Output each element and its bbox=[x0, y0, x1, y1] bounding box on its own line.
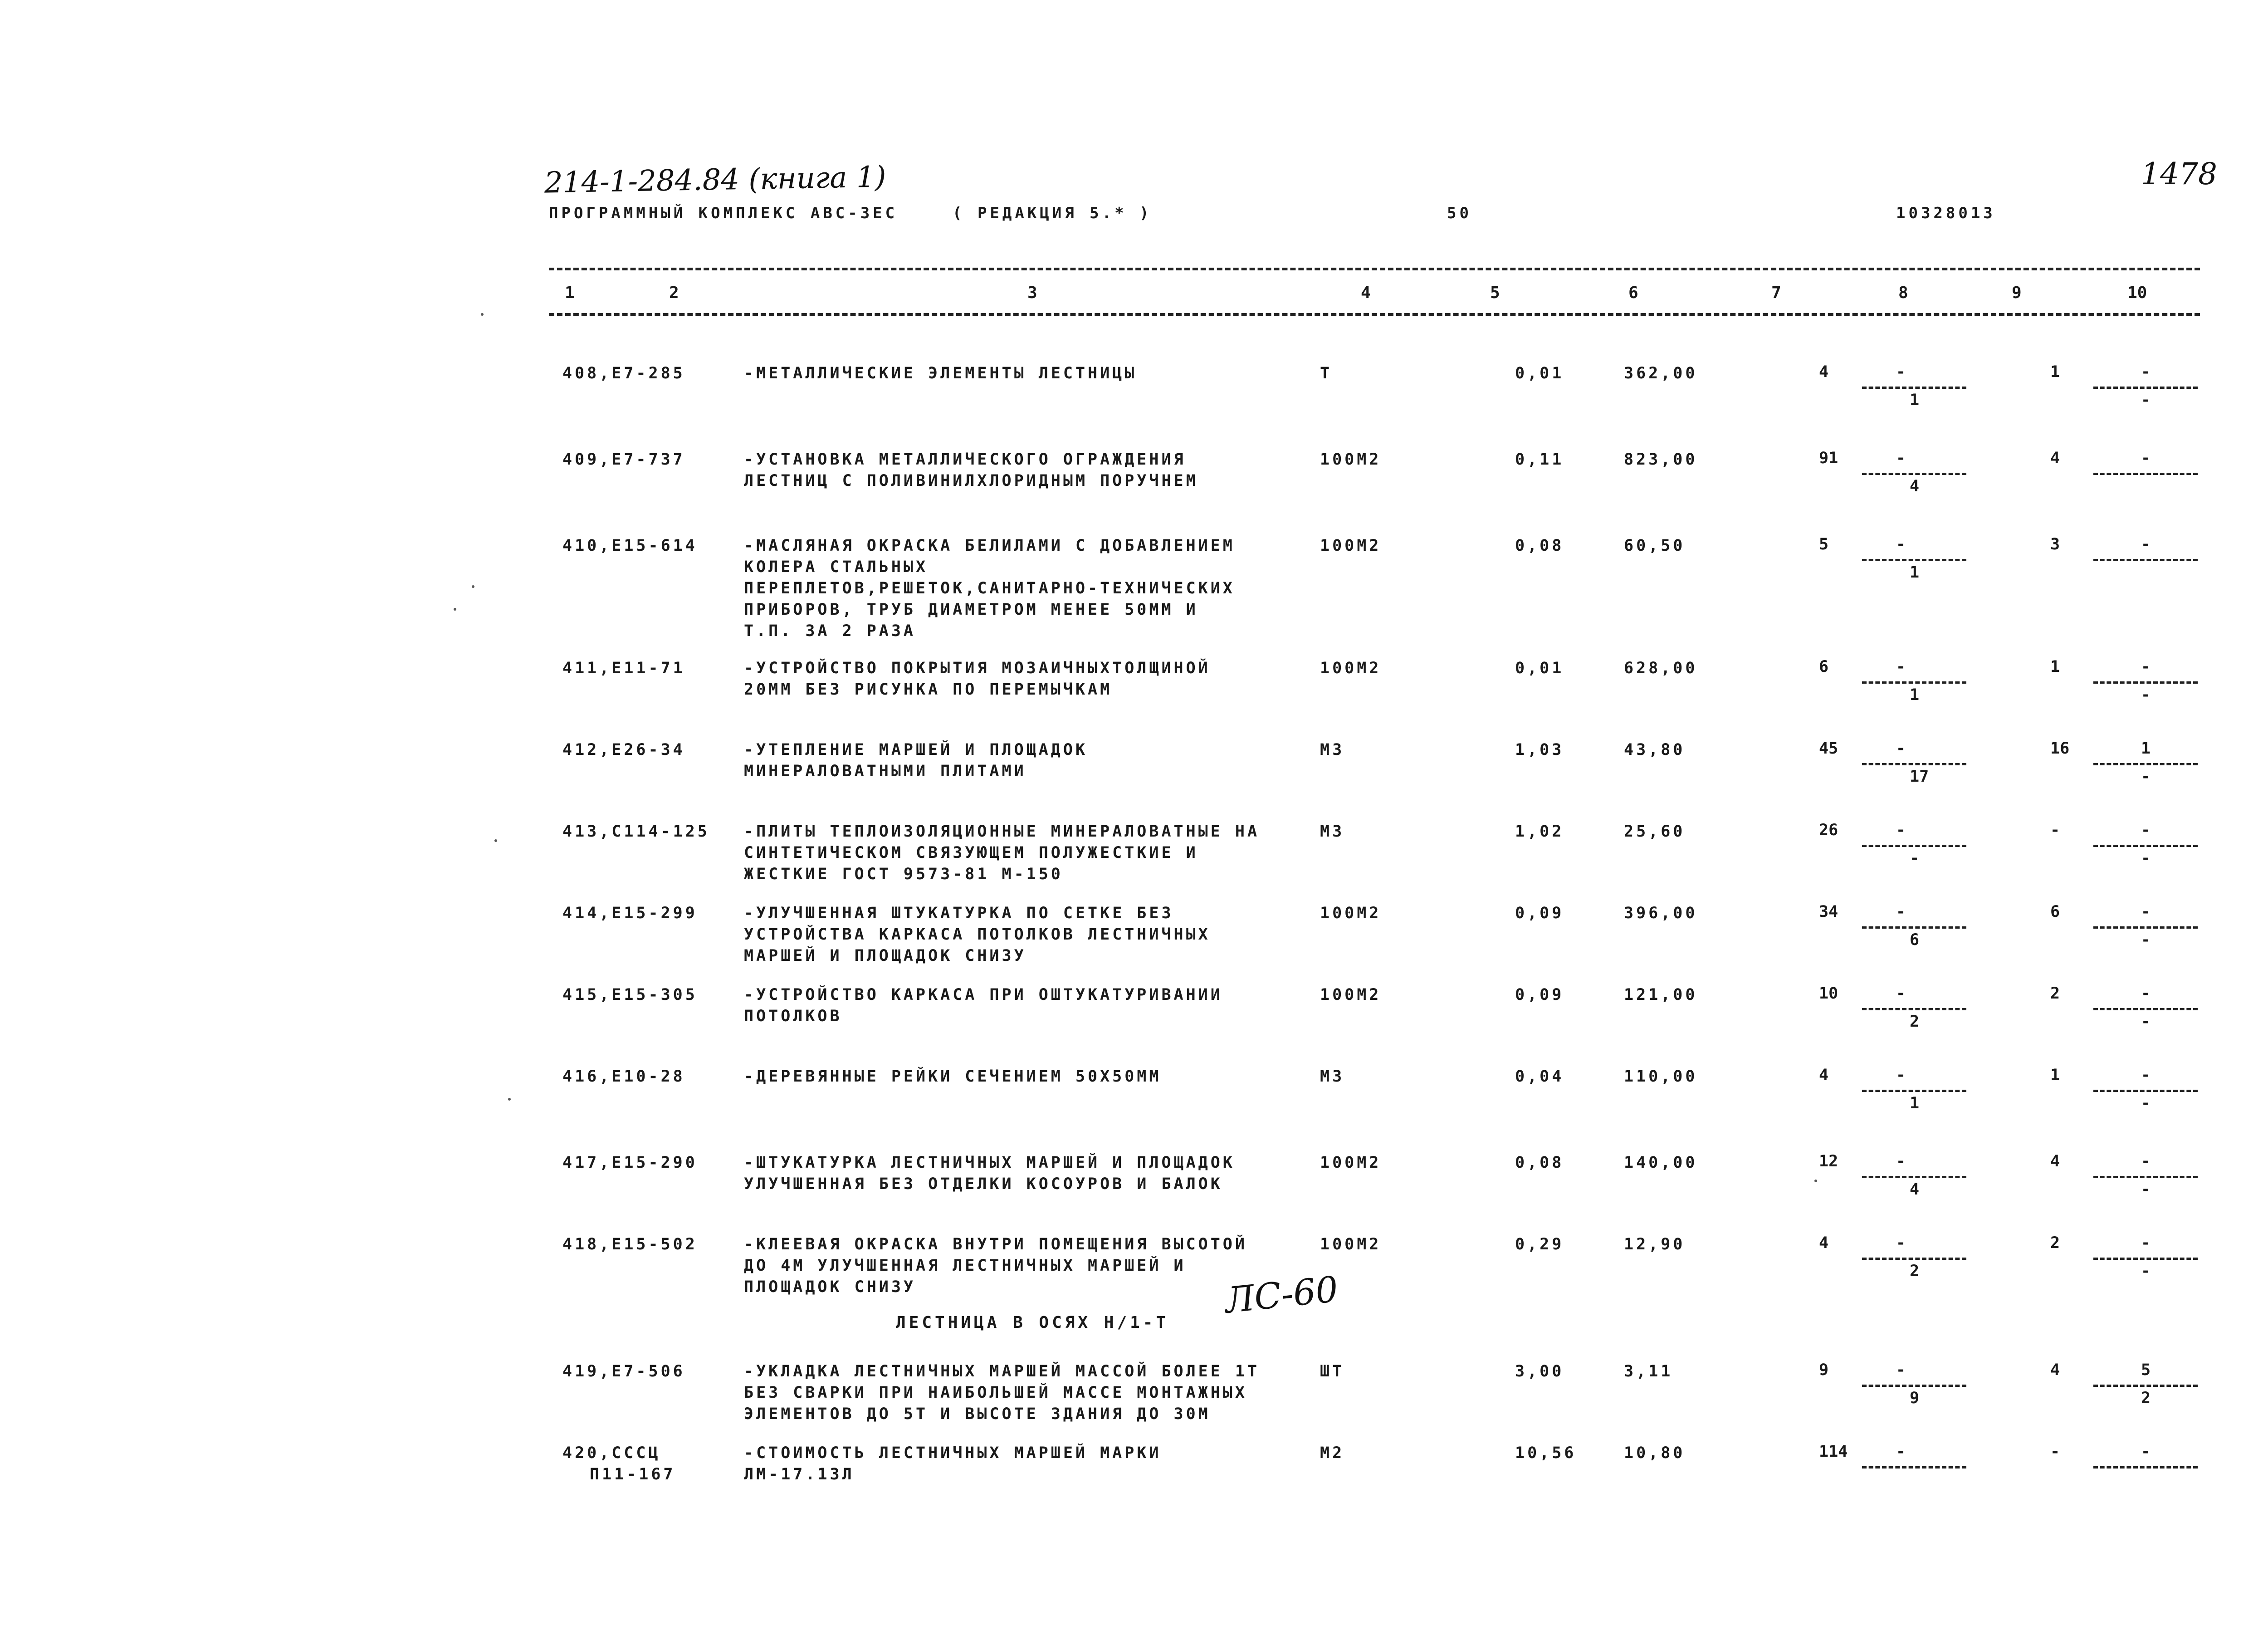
quantity: 10,56 bbox=[1515, 1444, 1577, 1462]
column-8-denominator: 6 bbox=[1910, 931, 1920, 949]
position-code: 419,Е7-506 bbox=[562, 1362, 685, 1380]
column-8-numerator: - bbox=[1896, 658, 1906, 676]
unit: М3 bbox=[1320, 822, 1345, 841]
column-10-value bbox=[2050, 535, 2159, 585]
fraction-bar bbox=[2093, 681, 2198, 684]
column-8-numerator: - bbox=[1896, 449, 1906, 467]
unit: 100М2 bbox=[1320, 450, 1382, 469]
unit-price: 3,11 bbox=[1624, 1362, 1673, 1380]
quantity: 1,03 bbox=[1515, 741, 1564, 759]
column-10-denominator: - bbox=[2141, 768, 2151, 786]
unit: 100М2 bbox=[1320, 904, 1382, 922]
column-10-total: - bbox=[2050, 821, 2060, 839]
column-10-value bbox=[2050, 1443, 2159, 1493]
column-8-numerator: - bbox=[1896, 363, 1906, 381]
scan-speck bbox=[481, 313, 484, 316]
column-8-denominator: - bbox=[1910, 849, 1920, 867]
column-10-total: 3 bbox=[2050, 535, 2060, 553]
quantity: 3,00 bbox=[1515, 1362, 1564, 1380]
column-header: 9 bbox=[2012, 284, 2022, 302]
fraction-bar bbox=[2093, 1466, 2198, 1468]
unit-price: 110,00 bbox=[1624, 1067, 1698, 1086]
column-10-numerator: - bbox=[2141, 1066, 2151, 1084]
position-code: 415,Е15-305 bbox=[562, 986, 698, 1004]
quantity: 0,04 bbox=[1515, 1067, 1564, 1086]
fraction-bar bbox=[1862, 1176, 1966, 1178]
quantity: 0,08 bbox=[1515, 537, 1564, 555]
scan-speck bbox=[472, 585, 474, 588]
fraction-bar bbox=[1862, 681, 1966, 684]
unit: М3 bbox=[1320, 1067, 1345, 1086]
column-10-denominator: - bbox=[2141, 686, 2151, 704]
position-code: 412,Е26-34 bbox=[562, 741, 685, 759]
work-description: -ПЛИТЫ ТЕПЛОИЗОЛЯЦИОННЫЕ МИНЕРАЛОВАТНЫЕ НА СИНТЕТИЧЕСКОМ СВЯЗУЮЩЕМ ПОЛУЖЕСТКИЕ И ЖЕСТКИЕ ГОСТ 9573-81 М-150 bbox=[744, 822, 1260, 883]
work-description: -УЛУЧШЕННАЯ ШТУКАТУРКА ПО СЕТКЕ БЕЗ УСТРОЙСТВА КАРКАСА ПОТОЛКОВ ЛЕСТНИЧНЫХ МАРШЕЙ И ПЛОЩАДОК СНИЗУ bbox=[744, 904, 1211, 965]
fraction-bar bbox=[2093, 1008, 2198, 1010]
column-8-total: 12 bbox=[1819, 1152, 1838, 1170]
fraction-bar bbox=[1862, 559, 1966, 561]
column-10-denominator: - bbox=[2141, 1013, 2151, 1031]
position-code: 410,Е15-614 bbox=[562, 537, 698, 555]
column-8-value bbox=[1819, 363, 1928, 413]
column-8-value bbox=[1819, 1152, 1928, 1202]
quantity: 0,08 bbox=[1515, 1154, 1564, 1172]
column-10-value bbox=[2050, 449, 2159, 499]
unit: 100М2 bbox=[1320, 659, 1382, 677]
unit-price: 362,00 bbox=[1624, 364, 1698, 382]
column-8-denominator: 2 bbox=[1910, 1013, 1920, 1031]
position-code: 418,Е15-502 bbox=[562, 1235, 698, 1253]
header-rule-bottom bbox=[549, 313, 2200, 316]
unit: Т bbox=[1320, 364, 1333, 382]
column-10-total: 4 bbox=[2050, 449, 2060, 467]
column-10-numerator: 1 bbox=[2141, 739, 2151, 758]
unit-price: 823,00 bbox=[1624, 450, 1698, 469]
unit-price: 43,80 bbox=[1624, 741, 1686, 759]
column-10-numerator: - bbox=[2141, 1152, 2151, 1170]
work-description: -УТЕПЛЕНИЕ МАРШЕЙ И ПЛОЩАДОК МИНЕРАЛОВАТНЫМИ ПЛИТАМИ bbox=[744, 741, 1088, 780]
fraction-bar bbox=[2093, 1385, 2198, 1387]
column-10-denominator: - bbox=[2141, 849, 2151, 867]
column-8-denominator: 1 bbox=[1910, 686, 1920, 704]
unit-price: 628,00 bbox=[1624, 659, 1698, 677]
column-10-numerator: - bbox=[2141, 449, 2151, 467]
column-8-numerator: - bbox=[1896, 1443, 1906, 1461]
position-code: 408,Е7-285 bbox=[562, 364, 685, 382]
column-header: 6 bbox=[1628, 284, 1638, 302]
column-8-value bbox=[1819, 658, 1928, 708]
column-10-value bbox=[2050, 1361, 2159, 1411]
position-code: 409,Е7-737 bbox=[562, 450, 685, 469]
unit-price: 25,60 bbox=[1624, 822, 1686, 841]
quantity: 0,01 bbox=[1515, 659, 1564, 677]
column-8-denominator: 1 bbox=[1910, 391, 1920, 409]
position-code: 413,С114-125 bbox=[562, 822, 710, 841]
column-8-value bbox=[1819, 449, 1928, 499]
column-10-denominator: - bbox=[2141, 931, 2151, 949]
handwritten-reference: 214-1-284.84 (книга 1) bbox=[544, 160, 887, 200]
fraction-bar bbox=[2093, 1090, 2198, 1092]
quantity: 0,01 bbox=[1515, 364, 1564, 382]
column-8-value bbox=[1819, 1443, 1928, 1493]
fraction-bar bbox=[1862, 1466, 1966, 1468]
column-8-numerator: - bbox=[1896, 1234, 1906, 1252]
quantity: 0,09 bbox=[1515, 986, 1564, 1004]
column-8-denominator: 4 bbox=[1910, 1180, 1920, 1199]
fraction-bar bbox=[2093, 926, 2198, 929]
column-8-value bbox=[1819, 1361, 1928, 1411]
fraction-bar bbox=[1862, 926, 1966, 929]
column-header: 10 bbox=[2127, 284, 2147, 302]
column-8-total: 10 bbox=[1819, 984, 1838, 1003]
scan-speck bbox=[508, 1098, 511, 1101]
column-10-numerator: - bbox=[2141, 984, 2151, 1003]
position-code: 414,Е15-299 bbox=[562, 904, 698, 922]
column-8-value bbox=[1819, 984, 1928, 1034]
column-10-denominator: 2 bbox=[2141, 1389, 2151, 1407]
column-10-total: 6 bbox=[2050, 903, 2060, 921]
work-description: -МАСЛЯНАЯ ОКРАСКА БЕЛИЛАМИ С ДОБАВЛЕНИЕМ КОЛЕРА СТАЛЬНЫХ ПЕРЕПЛЕТОВ,РЕШЕТОК,САНИТАРНО-ТЕХНИЧЕСКИХ ПРИБОРОВ, ТРУБ ДИАМЕТРОМ МЕНЕЕ 50ММ И Т.П. ЗА 2 РАЗА bbox=[744, 537, 1235, 640]
column-10-denominator: - bbox=[2141, 1180, 2151, 1199]
column-8-denominator: 1 bbox=[1910, 563, 1920, 582]
column-10-value bbox=[2050, 1234, 2159, 1284]
position-code: 416,Е10-28 bbox=[562, 1067, 685, 1086]
work-description: -МЕТАЛЛИЧЕСКИЕ ЭЛЕМЕНТЫ ЛЕСТНИЦЫ bbox=[744, 364, 1137, 382]
column-8-total: 6 bbox=[1819, 658, 1829, 676]
unit: М3 bbox=[1320, 741, 1345, 759]
work-description: -ДЕРЕВЯННЫЕ РЕЙКИ СЕЧЕНИЕМ 50Х50ММ bbox=[744, 1067, 1162, 1086]
column-header: 4 bbox=[1361, 284, 1371, 302]
column-10-total: 1 bbox=[2050, 363, 2060, 381]
column-8-value bbox=[1819, 739, 1928, 789]
quantity: 0,09 bbox=[1515, 904, 1564, 922]
column-8-total: 4 bbox=[1819, 1234, 1829, 1252]
fraction-bar bbox=[1862, 763, 1966, 765]
position-code: 417,Е15-290 bbox=[562, 1154, 698, 1172]
column-8-denominator: 2 bbox=[1910, 1262, 1920, 1280]
work-description: -УСТАНОВКА МЕТАЛЛИЧЕСКОГО ОГРАЖДЕНИЯ ЛЕСТНИЦ С ПОЛИВИНИЛХЛОРИДНЫМ ПОРУЧНЕМ bbox=[744, 450, 1198, 490]
unit-price: 121,00 bbox=[1624, 986, 1698, 1004]
fraction-bar bbox=[2093, 473, 2198, 475]
work-description: -СТОИМОСТЬ ЛЕСТНИЧНЫХ МАРШЕЙ МАРКИ ЛМ-17.13Л bbox=[744, 1444, 1162, 1483]
quantity: 0,11 bbox=[1515, 450, 1564, 469]
column-8-value bbox=[1819, 1066, 1928, 1116]
column-10-value bbox=[2050, 1066, 2159, 1116]
column-10-numerator: - bbox=[2141, 535, 2151, 553]
work-description: -УКЛАДКА ЛЕСТНИЧНЫХ МАРШЕЙ МАССОЙ БОЛЕЕ 1Т БЕЗ СВАРКИ ПРИ НАИБОЛЬШЕЙ МАССЕ МОНТАЖНЫХ ЭЛЕМЕНТОВ ДО 5Т И ВЫСОТЕ ЗДАНИЯ ДО 30М bbox=[744, 1362, 1260, 1423]
column-header: 5 bbox=[1490, 284, 1500, 302]
scan-speck bbox=[494, 839, 497, 842]
column-10-numerator: - bbox=[2141, 363, 2151, 381]
column-8-value bbox=[1819, 1234, 1928, 1284]
fraction-bar bbox=[1862, 387, 1966, 389]
column-10-numerator: 5 bbox=[2141, 1361, 2151, 1379]
work-description: -КЛЕЕВАЯ ОКРАСКА ВНУТРИ ПОМЕЩЕНИЯ ВЫСОТОЙ ДО 4М УЛУЧШЕННАЯ ЛЕСТНИЧНЫХ МАРШЕЙ И ПЛОЩАДОК СНИЗУ bbox=[744, 1235, 1247, 1296]
column-header: 1 bbox=[565, 284, 575, 302]
position-code-line2: П11-167 bbox=[590, 1465, 676, 1483]
column-8-total: 9 bbox=[1819, 1361, 1829, 1379]
column-10-total: - bbox=[2050, 1443, 2060, 1461]
column-header: 3 bbox=[1027, 284, 1037, 302]
column-10-total: 4 bbox=[2050, 1152, 2060, 1170]
column-10-numerator: - bbox=[2141, 821, 2151, 839]
column-8-total: 4 bbox=[1819, 363, 1829, 381]
unit-price: 140,00 bbox=[1624, 1154, 1698, 1172]
fraction-bar bbox=[2093, 387, 2198, 389]
column-8-total: 4 bbox=[1819, 1066, 1829, 1084]
column-10-denominator: - bbox=[2141, 1262, 2151, 1280]
column-8-total: 45 bbox=[1819, 739, 1838, 758]
column-8-value bbox=[1819, 535, 1928, 585]
column-10-total: 4 bbox=[2050, 1361, 2060, 1379]
column-8-denominator: 17 bbox=[1910, 768, 1929, 786]
column-10-value bbox=[2050, 739, 2159, 789]
program-label: ПРОГРАММНЫЙ КОМПЛЕКС АВС-ЗЕС bbox=[549, 204, 898, 222]
column-10-value bbox=[2050, 903, 2159, 953]
header-rule-top bbox=[549, 268, 2200, 270]
column-8-numerator: - bbox=[1896, 1152, 1906, 1170]
column-8-total: 114 bbox=[1819, 1443, 1848, 1461]
column-10-total: 16 bbox=[2050, 739, 2070, 758]
fraction-bar bbox=[1862, 1258, 1966, 1260]
fraction-bar bbox=[1862, 845, 1966, 847]
unit: 100М2 bbox=[1320, 1235, 1382, 1253]
column-8-value bbox=[1819, 903, 1928, 953]
fraction-bar bbox=[2093, 763, 2198, 765]
scan-speck bbox=[1814, 1180, 1817, 1182]
work-description: -УСТРОЙСТВО КАРКАСА ПРИ ОШТУКАТУРИВАНИИ ПОТОЛКОВ bbox=[744, 986, 1223, 1025]
handwritten-note: ЛС-60 bbox=[1222, 1269, 1340, 1322]
work-description: -УСТРОЙСТВО ПОКРЫТИЯ МОЗАИЧНЫХТОЛЩИНОЙ 20ММ БЕЗ РИСУНКА ПО ПЕРЕМЫЧКАМ bbox=[744, 659, 1211, 699]
column-header: 2 bbox=[669, 284, 679, 302]
fraction-bar bbox=[2093, 1258, 2198, 1260]
column-10-numerator: - bbox=[2141, 1443, 2151, 1461]
fraction-bar bbox=[2093, 1176, 2198, 1178]
fraction-bar bbox=[1862, 473, 1966, 475]
column-8-value bbox=[1819, 821, 1928, 871]
column-8-total: 26 bbox=[1819, 821, 1838, 839]
column-10-numerator: - bbox=[2141, 903, 2151, 921]
column-8-denominator: 9 bbox=[1910, 1389, 1920, 1407]
column-10-total: 2 bbox=[2050, 1234, 2060, 1252]
column-8-numerator: - bbox=[1896, 903, 1906, 921]
column-8-numerator: - bbox=[1896, 984, 1906, 1003]
quantity: 1,02 bbox=[1515, 822, 1564, 841]
column-header: 7 bbox=[1771, 284, 1781, 302]
unit: М2 bbox=[1320, 1444, 1345, 1462]
section-title: ЛЕСТНИЦА В ОСЯХ Н/1-Т bbox=[896, 1313, 1169, 1332]
column-header: 8 bbox=[1898, 284, 1908, 302]
handwritten-page-number: 1478 bbox=[2141, 157, 2217, 191]
column-10-value bbox=[2050, 984, 2159, 1034]
edition-label: ( РЕДАКЦИЯ 5.* ) bbox=[953, 204, 1152, 222]
column-8-total: 91 bbox=[1819, 449, 1838, 467]
column-10-value bbox=[2050, 658, 2159, 708]
unit-price: 60,50 bbox=[1624, 537, 1686, 555]
quantity: 0,29 bbox=[1515, 1235, 1564, 1253]
scan-speck bbox=[454, 608, 456, 611]
column-10-value bbox=[2050, 821, 2159, 871]
unit: 100М2 bbox=[1320, 537, 1382, 555]
column-10-denominator: - bbox=[2141, 391, 2151, 409]
fraction-bar bbox=[2093, 845, 2198, 847]
unit-price: 396,00 bbox=[1624, 904, 1698, 922]
column-8-numerator: - bbox=[1896, 1361, 1906, 1379]
page-number: 50 bbox=[1447, 204, 1472, 222]
column-10-numerator: - bbox=[2141, 658, 2151, 676]
column-10-value bbox=[2050, 1152, 2159, 1202]
fraction-bar bbox=[1862, 1385, 1966, 1387]
column-10-total: 1 bbox=[2050, 658, 2060, 676]
fraction-bar bbox=[1862, 1090, 1966, 1092]
column-10-total: 1 bbox=[2050, 1066, 2060, 1084]
column-8-numerator: - bbox=[1896, 535, 1906, 553]
column-10-total: 2 bbox=[2050, 984, 2060, 1003]
column-8-numerator: - bbox=[1896, 1066, 1906, 1084]
fraction-bar bbox=[2093, 559, 2198, 561]
position-code: 411,Е11-71 bbox=[562, 659, 685, 677]
document-code: 10328013 bbox=[1896, 204, 1996, 222]
fraction-bar bbox=[1862, 1008, 1966, 1010]
unit: 100М2 bbox=[1320, 1154, 1382, 1172]
column-10-denominator: - bbox=[2141, 1094, 2151, 1112]
column-8-denominator: 1 bbox=[1910, 1094, 1920, 1112]
column-8-total: 5 bbox=[1819, 535, 1829, 553]
work-description: -ШТУКАТУРКА ЛЕСТНИЧНЫХ МАРШЕЙ И ПЛОЩАДОК УЛУЧШЕННАЯ БЕЗ ОТДЕЛКИ КОСОУРОВ И БАЛОК bbox=[744, 1154, 1235, 1193]
column-8-denominator: 4 bbox=[1910, 477, 1920, 495]
position-code: 420,СССЦ bbox=[562, 1444, 661, 1462]
column-10-value bbox=[2050, 363, 2159, 413]
column-8-total: 34 bbox=[1819, 903, 1838, 921]
column-10-numerator: - bbox=[2141, 1234, 2151, 1252]
unit-price: 10,80 bbox=[1624, 1444, 1686, 1462]
unit: ШТ bbox=[1320, 1362, 1345, 1380]
unit-price: 12,90 bbox=[1624, 1235, 1686, 1253]
column-8-numerator: - bbox=[1896, 739, 1906, 758]
column-8-numerator: - bbox=[1896, 821, 1906, 839]
unit: 100М2 bbox=[1320, 986, 1382, 1004]
